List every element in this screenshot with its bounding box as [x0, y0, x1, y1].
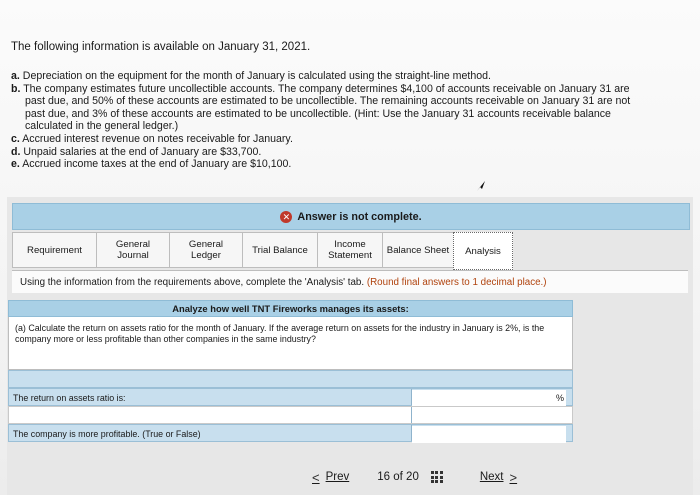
item-label: e. — [11, 158, 20, 171]
item-text: calculated in the general ledger.) — [25, 120, 179, 133]
item-text: Accrued interest revenue on notes receivable for January. — [22, 132, 293, 145]
roa-label: The return on assets ratio is: — [13, 393, 126, 403]
instruction-text — [12, 271, 688, 293]
intro-text: The following information is available on January 31, 2021. — [11, 41, 311, 53]
item-text: Unpaid salaries at the end of January are $33,700. — [23, 145, 262, 158]
tab-general-journal[interactable] — [96, 232, 170, 268]
pagination — [312, 468, 517, 486]
list-item — [11, 158, 695, 171]
chevron-right-icon: > — [509, 469, 518, 485]
prev-button[interactable] — [312, 470, 349, 485]
tab-trial-balance[interactable] — [242, 232, 318, 268]
item-text: Depreciation on the equipment for the month of January is calculated using the straight-line method. — [22, 70, 491, 82]
mouse-cursor-icon — [476, 180, 486, 192]
tab-label: Journal — [117, 250, 149, 261]
item-label: d. — [11, 145, 21, 158]
tab-label: Trial Balance — [252, 244, 308, 256]
instruction-note: (Round final answers to 1 decimal place.) — [366, 276, 547, 288]
list-item — [11, 146, 695, 159]
tab-requirement[interactable] — [12, 232, 97, 268]
profit-label: The company is more profitable. (True or False) — [13, 429, 201, 439]
tab-label: General — [188, 239, 224, 250]
x-circle-icon: ✕ — [280, 211, 292, 223]
status-banner — [12, 203, 690, 230]
list-item — [11, 70, 695, 83]
tab-label: Balance Sheet — [386, 244, 450, 256]
item-label: b. — [11, 82, 21, 95]
item-text: The company estimates future uncollectible accounts. The company determines $4,100 of accounts receivable on January 31 are — [23, 82, 630, 95]
tab-label: Income — [334, 239, 366, 250]
tab-label: General — [115, 239, 151, 250]
requirements-list — [11, 70, 695, 171]
list-item — [11, 133, 695, 146]
item-text: past due, and 50% of these accounts are estimated to be uncollectible. The remaining accounts receivable on January 31 are not — [25, 95, 631, 108]
tab-income-statement[interactable] — [317, 232, 383, 268]
page-current: 16 — [377, 471, 391, 483]
question-text: (a) Calculate the return on assets ratio for the month of January. If the average return on assets for the industry in January is 2%, is the company more or less profitable than other companies in the same industry? — [8, 317, 573, 370]
banner-text: Answer is not complete. — [297, 210, 422, 223]
tab-balance-sheet[interactable] — [382, 232, 454, 268]
page-of: of — [393, 471, 403, 483]
tab-analysis[interactable] — [453, 232, 513, 270]
column-divider — [411, 407, 412, 423]
question-header: Analyze how well TNT Fireworks manages its assets: — [8, 300, 573, 317]
table-row — [8, 406, 573, 424]
tab-label: Analysis — [465, 245, 501, 257]
next-label: Next — [479, 471, 504, 483]
chevron-left-icon: < — [312, 469, 320, 485]
grid-icon[interactable] — [431, 471, 443, 483]
roa-input[interactable] — [412, 390, 566, 407]
item-label: c. — [11, 132, 20, 145]
item-label: a. — [11, 70, 20, 82]
tab-general-ledger[interactable] — [169, 232, 243, 268]
tab-label: Statement — [328, 250, 372, 261]
next-button[interactable] — [480, 470, 517, 485]
page-total: 20 — [406, 471, 419, 483]
profit-input[interactable] — [412, 426, 566, 443]
tab-label: Ledger — [191, 250, 221, 261]
page-count — [377, 471, 419, 483]
instruction-main: Using the information from the requirements above, complete the 'Analysis' tab. — [20, 276, 365, 288]
tab-label: Requirement — [27, 244, 82, 256]
table-row — [8, 370, 573, 388]
item-text: Accrued income taxes at the end of January are $10,100. — [22, 158, 292, 171]
profit-row — [8, 424, 573, 442]
percent-unit: % — [555, 393, 564, 403]
roa-row — [8, 388, 573, 406]
item-text: past due, and 3% of these accounts are estimated to be uncollectible. (Hint: Use the January 31 accounts receivable balance — [25, 107, 611, 120]
prev-label: Prev — [325, 471, 350, 483]
list-item — [11, 83, 695, 133]
tab-bar — [12, 232, 512, 270]
